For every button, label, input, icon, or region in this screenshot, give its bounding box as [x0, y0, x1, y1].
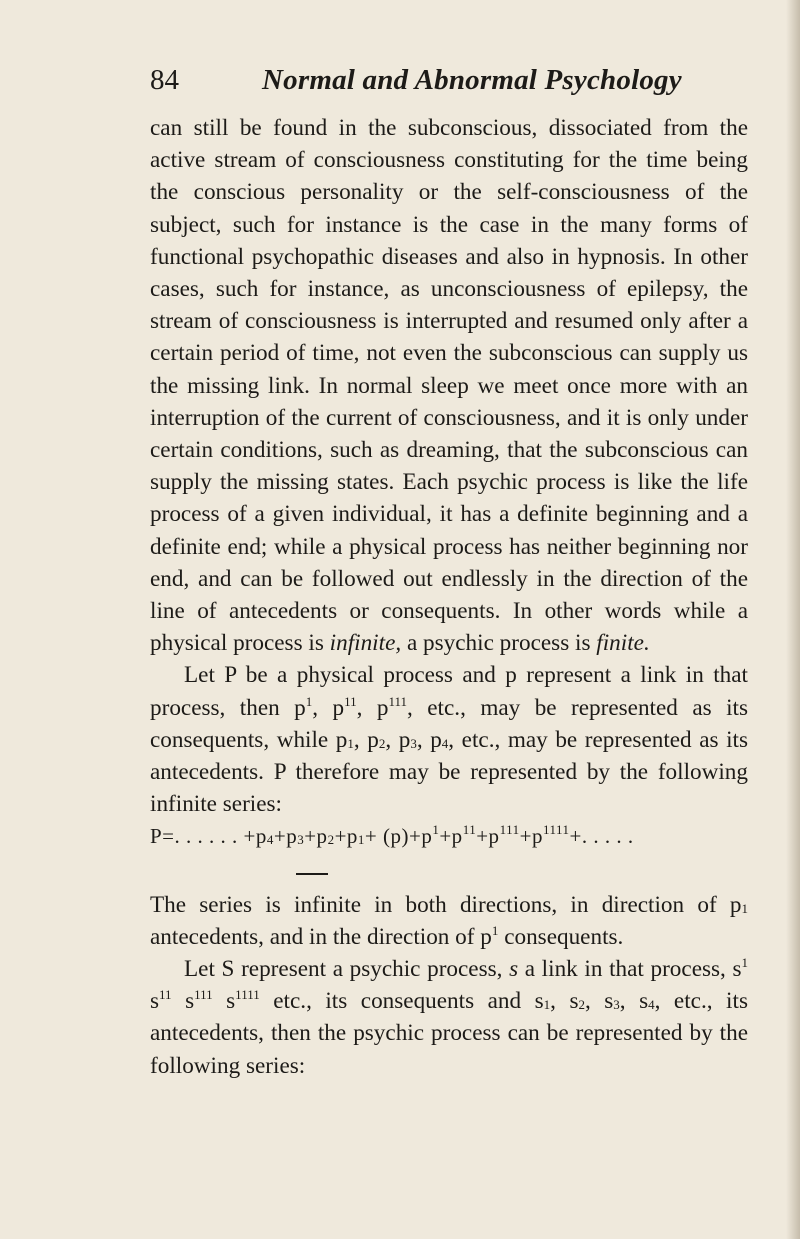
superscript: 111: [388, 693, 408, 709]
text-fragment: , p: [353, 726, 379, 753]
emphasis-finite: finite.: [596, 630, 650, 657]
text-fragment: , p: [312, 694, 345, 721]
formula-part: P=. . . . . . +p: [150, 824, 267, 849]
page-header: [0, 64, 800, 108]
text-fragment: , etc., its antecedents, then the psychic process can be represented by the following series:: [150, 988, 748, 1079]
formula-part: +p: [334, 824, 358, 849]
text-fragment: , etc., may be represented as its antecedents. P therefore may be represented by the following infinite series:: [150, 726, 749, 818]
subscript: 3: [613, 997, 620, 1013]
subscript: 2: [378, 735, 386, 751]
text-fragment: etc., its consequents and s: [259, 988, 544, 1015]
subscript: 3: [297, 832, 305, 848]
page-number: 84: [150, 64, 179, 96]
superscript: 1: [305, 693, 313, 709]
text-fragment: , s: [619, 988, 649, 1015]
paragraph-1-mid: a psychic process is: [401, 630, 597, 657]
superscript: 11: [462, 822, 477, 838]
subscript: 2: [327, 832, 335, 848]
text-fragment: , p: [416, 726, 442, 753]
superscript: 1: [432, 822, 440, 838]
formula-part: + (p)+p: [364, 824, 433, 849]
superscript: 111: [194, 987, 213, 1003]
divider-rule: [296, 873, 328, 875]
formula-part: +p: [519, 824, 543, 849]
text-fragment: s: [150, 988, 160, 1015]
paragraph-1: [150, 112, 748, 659]
body-text: [150, 112, 748, 1082]
subscript: 1: [357, 832, 365, 848]
superscript: 11: [344, 693, 357, 709]
superscript: 1111: [235, 987, 260, 1003]
paragraph-3-lead: The series is infinite in both directions, in direction of p: [150, 891, 742, 918]
subscript: 2: [578, 997, 585, 1013]
formula-part: +p: [439, 824, 463, 849]
subscript: 3: [410, 735, 417, 751]
page-edge-shadow: [786, 0, 800, 1239]
text-fragment: s: [212, 988, 236, 1015]
text-fragment: antecedents, and in the direction of p: [150, 923, 492, 950]
paragraph-2: [150, 659, 748, 820]
formula-part: +p: [476, 824, 500, 849]
superscript: 1111: [542, 822, 570, 838]
paragraph-2-lead: Let P be a physical process and p represent a link in that process, then p: [150, 662, 748, 721]
formula-part: +. . . . .: [569, 824, 634, 849]
italic-s: s: [502, 956, 519, 983]
text-fragment: a link in that process, s: [518, 956, 742, 983]
paragraph-4: [150, 953, 748, 1082]
superscript: 1: [491, 922, 499, 938]
paragraph-3: [150, 889, 748, 953]
subscript: 1: [543, 997, 551, 1013]
emphasis-infinite: infinite,: [329, 630, 402, 657]
text-fragment: , p: [356, 694, 389, 721]
text-fragment: , p: [385, 726, 411, 753]
superscript: 11: [159, 987, 172, 1003]
subscript: 4: [441, 735, 449, 751]
text-fragment: , s: [584, 988, 614, 1015]
text-fragment: consequents.: [498, 923, 624, 950]
running-title: Normal and Abnormal Psychology: [262, 64, 682, 96]
formula-part: +p: [273, 824, 298, 849]
text-fragment: s: [171, 988, 195, 1015]
subscript: 1: [741, 900, 748, 916]
subscript: 4: [266, 832, 274, 848]
series-formula: [150, 820, 748, 852]
text-fragment: , s: [550, 988, 579, 1015]
superscript: 111: [499, 822, 520, 838]
paragraph-1-text: can still be found in the subconscious, dissociated from the active stream of consciousness constituting for the time being the conscious personality or the self-consciousness of the subject, such for instance is the case in the many forms of functional psychopathic diseases and also in hypnosis. In other cases, such for instance, as unconsciousness of epilepsy, the stream of consciousness is interrupted and resumed only after a certain period of time, not even the subconscious can supply us the missing link. In normal sleep we meet once more with an interruption of the current of consciousness, and it is only under certain conditions, such as dreaming, that the subconscious can supply the missing states. Each psychic process is like the life process of a given individual, it has a definite beginning and a definite end; while a physical process has neither beginning nor end, and can be followed out endlessly in the direction of the line of antecedents or consequents. In other words while a physical process is: [150, 115, 748, 657]
formula-part: +p: [304, 824, 328, 849]
subscript: 4: [648, 997, 655, 1013]
text-fragment: , etc., may be represented as its consequents, while p: [150, 694, 749, 753]
superscript: 1: [741, 955, 748, 971]
subscript: 1: [347, 735, 354, 751]
paragraph-4-lead: Let S represent a psychic process,: [184, 956, 503, 983]
